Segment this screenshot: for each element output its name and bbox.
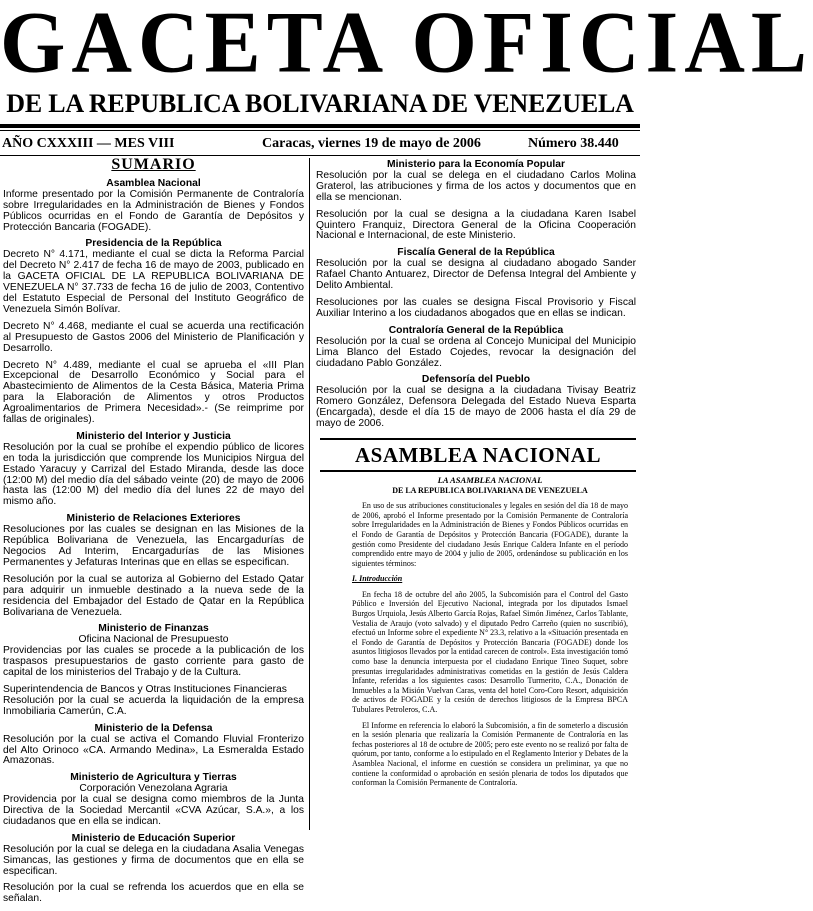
top-rule-thick xyxy=(0,124,640,128)
summary-section-title: Ministerio de Educación Superior xyxy=(71,832,236,844)
summary-entry: Resolución por la cual se delega en el ciudadano Carlos Molina Graterol, las atribuciones y firma de los actos y documentos que en ella se mencionan. xyxy=(316,169,636,203)
summary-left-sections xyxy=(3,179,304,905)
summary-entry: Informe presentado por la Comisión Permanente de Contraloría sobre Irregularidades en la Administración de Bienes y Fondos Públicos ocurridas en el Fondo de Garantía de Depósitos y Protección Bancaria (FOGADE). xyxy=(3,188,304,233)
summary-entry: Providencias por las cuales se procede a la publicación de los traspasos presupuestarios de gasto corriente para gasto de capital de los ministerios del Trabajo y de la Cultura. xyxy=(3,645,304,679)
summary-entry: Resoluciones por las cuales se designa Fiscal Provisorio y Fiscal Auxiliar Interino a los ciudadanos abogados que en ellas se indican. xyxy=(316,296,636,319)
issue-date: Caracas, viernes 19 de mayo de 2006 xyxy=(262,136,481,151)
summary-section-title: Ministerio de Relaciones Exteriores xyxy=(66,513,241,525)
summary-entry: Resolución por la cual se refrenda los acuerdos que en ella se señalan. xyxy=(3,882,304,905)
issue-year: AÑO CXXXIII — MES VIII xyxy=(2,136,175,151)
summary-section xyxy=(3,432,304,508)
summary-section xyxy=(3,834,304,905)
summary-section xyxy=(316,326,636,370)
summary-section-title: Ministerio para la Economía Popular xyxy=(387,159,565,170)
summary-entry: Resolución por la cual se delega en la ciudadana Asalia Venegas Simancas, las gestiones y firma de documentos que en ella se especifican. xyxy=(3,843,304,877)
asamblea-paragraph-2: El Informe en referencia lo elaboró la Subcomisión, a fin de someterlo a discusión en la sesión plenaria que realizaría la Comisión Permanente de Contraloría en las fechas posteriores al 18 de octubre de 2005; pero este evento no se realizó por falta de quórum, por tanto, conforme a lo estipulado en el Reglamento Interior y Debates de la Asamblea Nacional, el informe en cuestión se considera un preliminar, ya que no contiene la conformidad o aprobación en sesión plenaria de todos los diputados que conforman la Comisión Permanente de Contraloría. xyxy=(352,720,628,788)
summary-entry: Providencia por la cual se designa como miembros de la Junta Directiva de la Sociedad Mercantil «CVA Azúcar, S.A.», a los ciudadanos que en ella se indican. xyxy=(3,794,304,827)
summary-left-column xyxy=(3,156,304,911)
summary-entry: Resoluciones por las cuales se designan en las Misiones de la República Bolivariana de Venezuela, las Encargadurías de Negocios Ad Interim, Encargadurías de las Misiones Permanentes y Jefaturas Interinas que en ellas se especifican. xyxy=(3,524,304,568)
summary-section xyxy=(316,248,636,319)
summary-entry: Resolución por la cual se autoriza al Gobierno del Estado Qatar para adquirir un inmueble destinado a la nueva sede de la residencia del Embajador del Estado de Qatar en la República Bolivariana de Venezuela. xyxy=(3,573,304,618)
summary-section-title: Ministerio del Interior y Justicia xyxy=(76,430,231,442)
summary-section-subtitle: Oficina Nacional de Presupuesto xyxy=(78,634,229,646)
summary-section-subtitle: Corporación Venezolana Agraria xyxy=(79,783,228,795)
summary-section-title: Asamblea Nacional xyxy=(106,177,201,189)
top-rule-thin xyxy=(0,130,640,131)
summary-section-title: Fiscalía General de la República xyxy=(397,247,555,259)
summary-entry: Decreto N° 4.468, mediante el cual se acuerda una rectificación al Presupuesto de Gastos 2006 del Ministerio de Planificación y Desarrollo. xyxy=(3,320,304,354)
summary-entry: Resolución por la cual se designa al ciudadano abogado Sander Rafael Chanto Antuarez, Director de Defensa Integral del Ambiente y Delito Ambiental. xyxy=(316,258,636,292)
summary-section xyxy=(3,179,304,234)
summary-section-title: Defensoría del Pueblo xyxy=(421,374,531,386)
summary-right-column xyxy=(316,160,636,788)
summary-section xyxy=(316,160,636,242)
asamblea-intro: En uso de sus atribuciones constitucionales y legales en sesión del día 18 de mayo de 2006, aprobó el Informe presentado por la Comisión Permanente de Contraloría sobre Irregularidades en la Administración de Bienes y Fondos Públicos ocurridas en el Fondo de Garantía de Depósitos y Protección Bancaria (FOGADE), durante la gestión como Presidente del ciudadano Jesús Enrique Caldera Infante en el período comprendido entre mayo de 2004 y julio de 2005, ordenándose su publicación en los siguientes términos: xyxy=(352,501,628,568)
summary-entry: Decreto N° 4.171, mediante el cual se dicta la Reforma Parcial del Decreto N° 2.417 de fecha 16 de mayo de 2003, publicado en la GACETA OFICIAL DE LA REPUBLICA BOLIVARIANA DE VENEZUELA N° 37.733 de fecha 16 de julio de 2003, Contentivo del Estatuto Especial de Personal del Instituto Geográfico de Venezuela Simón Bolívar. xyxy=(3,249,304,315)
masthead-subtitle: DE LA REPUBLICA BOLIVARIANA DE VENEZUELA xyxy=(6,89,634,118)
summary-entry: Resolución por la cual se ordena al Concejo Municipal del Municipio Lima Blanco del Estado Cojedes, revocar la designación del ciudadano Pablo González. xyxy=(316,335,636,369)
masthead-title: GACETA OFICIAL xyxy=(0,0,813,92)
summary-heading: SUMARIO xyxy=(111,156,196,173)
issue-line xyxy=(0,134,640,154)
summary-entry: Resolución por la cual se prohíbe el expendio público de licores en toda la jurisdicción que comprende los Municipios Nirgua del Estado Yaracuy y Carrizal del Estado Miranda, desde las doce (12:00 M) del medio día del sábado veinte (20) de mayo de 2006 hasta las (12:00 M) del medio día del lunes 22 de mayo del mismo año. xyxy=(3,441,304,508)
asamblea-heading: ASAMBLEA NACIONAL xyxy=(320,438,636,472)
issue-number: Número 38.440 xyxy=(528,136,619,151)
asamblea-section-title: I. Introducción xyxy=(352,574,403,584)
summary-section-title: Ministerio de Agricultura y Tierras xyxy=(70,772,237,784)
summary-section xyxy=(3,724,304,768)
summary-entry: Resolución por la cual se designa a la ciudadana Karen Isabel Quintero Franquiz, Directora General de la Oficina Cooperación Nacional e Internacional, de este Ministerio. xyxy=(316,208,636,242)
summary-section xyxy=(3,624,304,717)
summary-entry: Decreto N° 4.489, mediante el cual se aprueba el «III Plan Excepcional de Desarrollo Económico y Social para el Abastecimiento de Alimentos de la Cesta Básica, Materia Prima para la Elaboración de Alimentos y otros Productos Agroalimentarios de Primera Necesidad».- (Se reimprime por fallas de originales). xyxy=(3,359,304,426)
asamblea-document xyxy=(316,476,628,788)
issue-bottom-rule xyxy=(0,155,640,156)
summary-entry: Resolución por la cual se activa el Comando Fluvial Fronterizo del Alto Orinoco «CA. Armando Medina», La Esmeralda Estado Amazonas. xyxy=(3,733,304,767)
summary-section xyxy=(3,773,304,828)
column-separator xyxy=(309,158,310,830)
asamblea-paragraph-1: En fecha 18 de octubre del año 2005, la Subcomisión para el Control del Gasto Público e Inversión del Ejecutivo Nacional, integrada por los diputados Ismael Burgos Urquiola, Jesús Alberto García Rojas, Rafael Simón Jiménez, Carlos Tablante, Vestalia de Araujo (voto salvado) y el diputado Pedro Carreño (quien no suscribió), efectuó un Informe sobre el expediente N° 23.3, relativo a la «Situación presentada en el Fondo de Garantía de Depósitos y Protección Bancaria (FOGADE) donde los asuntos litigiosos llevados por la entidad carecen de control». Esta investigación tomó como base la denuncia interpuesta por el ciudadano Enrique Tineo Suquet, sobre presuntas irregularidades administrativas cometidas en la gestión de Jesús Caldera Infante, referidas a los siguientes casos: Desarrollo Turmerito, C.A., Donación de Inmuebles a la Misión Vuelvan Caras, venta del hotel Coro-Coro Resort, adquisición de activos de FOGADE y la cesión de derechos litigiosos de la Empresa BPCA Tubulares Petroleros, C.A. xyxy=(352,589,628,714)
asamblea-issuer: LA ASAMBLEA NACIONAL xyxy=(437,474,543,485)
summary-right-sections xyxy=(316,160,636,430)
summary-section-title: Ministerio de la Defensa xyxy=(94,722,213,734)
summary-section-title: Presidencia de la República xyxy=(85,238,222,250)
summary-section xyxy=(3,514,304,618)
summary-entry: Superintendencia de Bancos y Otras Instituciones Financieras Resolución por la cual se acuerda la liquidación de la empresa Inmobiliaria Camerún, C.A. xyxy=(3,683,304,717)
summary-entry: Resolución por la cual se designa a la ciudadana Tivisay Beatriz Romero González, Defensora Delegada del Estado Nueva Esparta (Encargada), desde el día 15 de mayo de 2006 hasta el día 29 de mayo de 2006. xyxy=(316,385,636,430)
summary-section xyxy=(3,239,304,426)
summary-section xyxy=(316,375,636,430)
summary-section-title: Ministerio de Finanzas xyxy=(98,623,209,635)
asamblea-issuer-sub: DE LA REPUBLICA BOLIVARIANA DE VENEZUELA xyxy=(392,485,588,495)
summary-section-title: Contraloría General de la República xyxy=(388,324,564,336)
